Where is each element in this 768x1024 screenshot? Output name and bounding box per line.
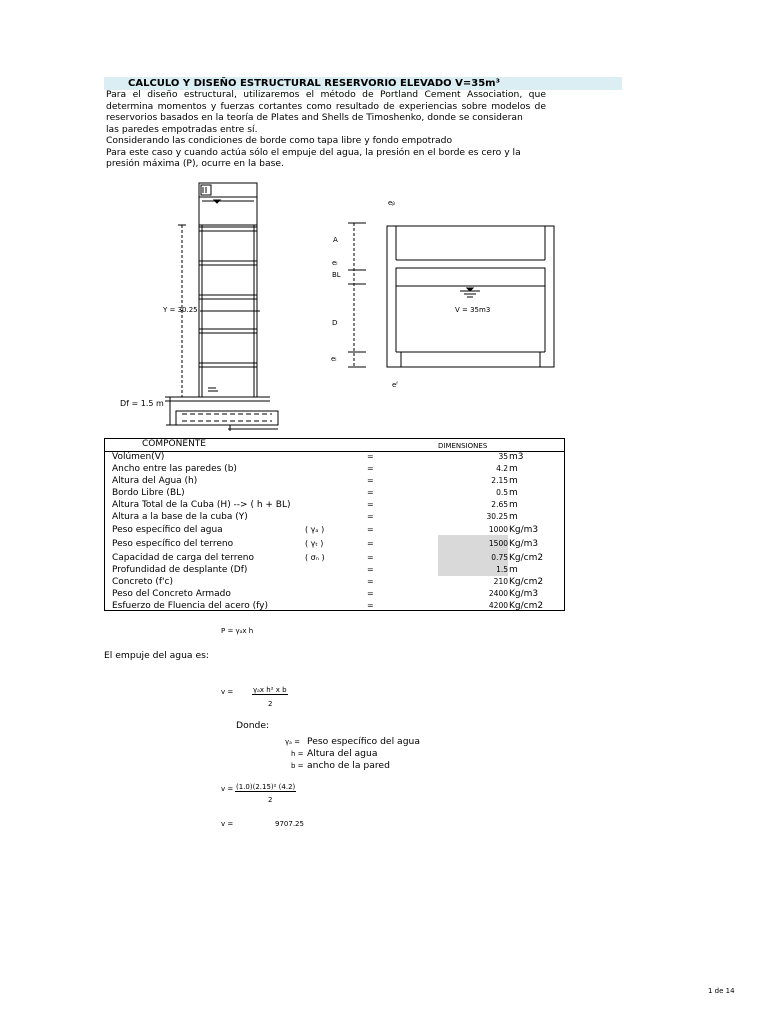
label-ef: eᶠ [392,381,399,389]
row-label: Peso específico del terreno [112,539,234,549]
label-d: D [332,319,338,327]
push-intro: El empuje del agua es: [104,650,209,661]
def-h-text: Altura del agua [307,748,378,759]
row-unit: m [509,464,518,474]
row-value: 2400 [488,589,508,598]
row-label: Volúmen(V) [112,452,165,462]
table-row [0,488,768,500]
paragraph-line: determina momentos y fuerzas cortantes como resultado de experiencias sobre modelos de [106,100,546,112]
row-equals: = [367,525,374,534]
label-bl: BL [332,271,341,279]
row-value: 1000 [488,525,508,534]
row-unit: Kg/cm2 [509,577,544,587]
row-value: 30.25 [486,512,508,521]
row-value: 0.75 [491,553,508,562]
row-symbol: ( γₐ ) [305,525,325,534]
paragraph-line: Para el diseño estructural, utilizaremos el método de Portland Cement Association, que [106,89,546,100]
table-row [0,577,768,589]
label-el-top: eₗ [332,259,338,267]
row-unit: m [509,488,518,498]
row-equals: = [367,464,374,473]
row-unit: m [509,476,518,486]
row-unit: Kg/m3 [509,539,539,549]
row-label: Concreto (f'c) [112,577,173,587]
document-title: CALCULO Y DISEÑO ESTRUCTURAL RESERVORIO ELEVADO V=35m³ [128,78,500,89]
row-symbol: ( γₜ ) [305,539,324,548]
table-row [0,553,768,565]
row-unit: Kg/cm2 [509,553,544,563]
row-value: 2.15 [491,476,508,485]
row-label: Capacidad de carga del terreno [112,553,254,563]
def-b-symbol: b = [291,762,304,770]
row-unit: m3 [509,452,524,462]
paragraph-line: las paredes empotradas entre sí. [106,123,258,135]
row-unit: m [509,500,518,510]
def-gamma-symbol: γₐ = [285,738,300,746]
tank-section-diagram [330,200,570,390]
y-dimension-label: Y = 30.25 [163,306,198,314]
row-equals: = [367,512,374,521]
row-unit: Kg/m3 [509,589,539,599]
paragraph-line: presión máxima (P), ocurre en la base. [106,158,284,169]
row-value: 0.5 [496,488,508,497]
shear-result-value: 9707.25 [275,820,304,828]
row-value: 1.5 [496,565,508,574]
row-equals: = [367,577,374,586]
shear-formula-numerator: γₐx h² x b [253,686,287,694]
row-value: 1500 [488,539,508,548]
row-value: 2.65 [491,500,508,509]
row-equals: = [367,601,374,610]
row-label: Bordo Libre (BL) [112,488,185,498]
row-equals: = [367,476,374,485]
row-equals: = [367,488,374,497]
shear-formula-denominator: 2 [268,700,273,708]
label-a: A [333,236,338,244]
row-value: 4.2 [496,464,508,473]
table-row [0,464,768,476]
table-row [0,452,768,464]
shear-calc-denominator: 2 [268,796,273,804]
page-number: 1 de 14 [708,987,735,995]
row-label: Peso específico del agua [112,525,223,535]
table-row [0,589,768,601]
df-dimension-label: Df = 1.5 m [120,399,164,408]
row-unit: m [509,565,518,575]
row-unit: Kg/cm2 [509,601,544,611]
row-equals: = [367,500,374,509]
row-label: Profundidad de desplante (Df) [112,565,248,575]
row-label: Peso del Concreto Armado [112,589,231,599]
paragraph-line: Para este caso y cuando actúa sólo el empuje del agua, la presión en el borde es cero y la [106,146,521,158]
table-row [0,565,768,577]
volume-label: V = 35m3 [455,306,491,314]
label-el-bottom: eₗ [331,355,337,363]
donde-label: Donde: [236,720,270,731]
row-label: Altura a la base de la cuba (Y) [112,512,248,522]
table-header-dimensions: DIMENSIONES [438,442,488,450]
row-value: 35 [498,452,508,461]
row-equals: = [367,539,374,548]
row-label: Ancho entre las paredes (b) [112,464,237,474]
table-row [0,500,768,512]
intro-paragraph [106,89,546,170]
row-label: Altura Total de la Cuba (H) --> ( h + BL) [112,500,291,510]
def-b-text: ancho de la pared [307,760,390,771]
table-row [0,525,768,537]
shear-formula-lhs: v = [221,688,234,696]
pressure-formula: P = γₐx h [221,627,254,635]
row-value: 4200 [488,601,508,610]
def-h-symbol: h = [291,750,304,758]
row-value: 210 [493,577,508,586]
shear-calc-numerator: (1.0)(2.15)² (4.2) [236,783,296,791]
shear-result-lhs: v = [221,820,234,828]
row-unit: m [509,512,518,522]
row-unit: Kg/m3 [509,525,539,535]
tower-elevation-diagram [110,175,290,435]
paragraph-line: reservorios basados en la teoría de Plates and Shells de Timoshenko, donde se consideran [106,112,523,123]
paragraph-line: Considerando las condiciones de borde como tapa libre y fondo empotrado [106,135,453,146]
shear-calc-lhs: v = [221,785,234,793]
table-row [0,476,768,488]
row-symbol: ( σₙ ) [305,553,325,562]
row-label: Altura del Agua (h) [112,476,198,486]
row-equals: = [367,589,374,598]
label-eb: eᵦ [388,199,396,207]
table-header-component: COMPONENTE [142,439,206,449]
row-equals: = [367,452,374,461]
def-gamma-text: Peso específico del agua [307,736,420,747]
table-row [0,512,768,524]
row-equals: = [367,553,374,562]
table-row [0,539,768,551]
row-label: Esfuerzo de Fluencia del acero (fy) [112,601,268,611]
row-equals: = [367,565,374,574]
table-row [0,601,768,613]
